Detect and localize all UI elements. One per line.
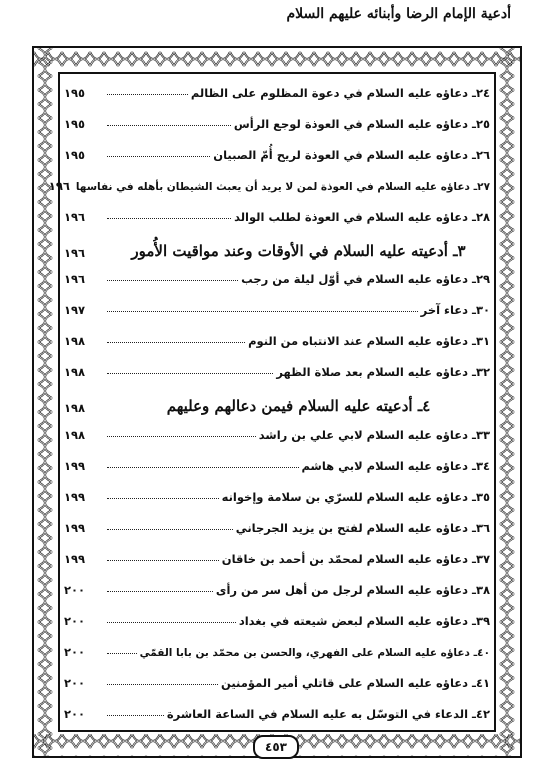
toc-entry[interactable]: ٤٢ـ الدعاء في التوسّل به عليه السلام في الساعة العاشرة ٢٠٠ (64, 707, 490, 721)
toc-entry[interactable]: ٤٠ـ دعاؤه عليه السلام على الفهري، والحسن بن محمّد بن بابا القمّي ٢٠٠ (64, 645, 490, 659)
toc-entry[interactable]: ٣٤ـ دعاؤه عليه السلام لابي هاشم ١٩٩ (64, 459, 490, 473)
toc-entry[interactable]: ٣٣ـ دعاؤه عليه السلام لابي علي بن راشد ١٩٨ (64, 428, 490, 442)
toc-entry[interactable]: ٢٩ـ دعاؤه عليه السلام في أوّل ليلة من رجب ١٩٦ (64, 272, 490, 286)
toc-entry[interactable]: ٢٤ـ دعاؤه عليه السلام في دعوة المظلوم على الظالم ١٩٥ (64, 86, 490, 100)
toc-entry[interactable]: ٣١ـ دعاؤه عليه السلام عند الانتباه من النوم ١٩٨ (64, 334, 490, 348)
toc-section-heading[interactable]: ٣ـ أدعيته عليه السلام في الأوقات وعند مواقيت الأُمور ١٩٦ (63, 242, 466, 260)
toc-entry[interactable]: ٣٦ـ دعاؤه عليه السلام لفتح بن يزيد الجرجاني ١٩٩ (64, 521, 490, 535)
toc-entry[interactable]: ٣٩ـ دعاؤه عليه السلام لبعض شيعته في بغداد ٢٠٠ (64, 614, 490, 628)
toc-entry[interactable]: ٢٧ـ دعاؤه عليه السلام في العوذة لمن لا يريد أن يعبث الشيطان بأهله في نفاسها ١٩٦ (48, 179, 490, 193)
toc-entry[interactable]: ٣٠ـ دعاء آخر ١٩٧ (64, 303, 490, 317)
toc-entry[interactable]: ٢٦ـ دعاؤه عليه السلام في العوذة لريح أُمّ الصبيان ١٩٥ (64, 148, 490, 162)
toc-entry[interactable]: ٢٥ـ دعاؤه عليه السلام في العوذة لوجع الرأس ١٩٥ (64, 117, 490, 131)
toc-entry[interactable]: ٢٨ـ دعاؤه عليه السلام في العوذة لطلب الوالد ١٩٦ (64, 210, 490, 224)
toc-entry[interactable]: ٣٧ـ دعاؤه عليه السلام لمحمّد بن أحمد بن خاقان ١٩٩ (64, 552, 490, 566)
page-number-badge: ٤٥٣ (253, 735, 299, 759)
toc-entry[interactable]: ٤١ـ دعاؤه عليه السلام على قاتلي أمير المؤمنين ٢٠٠ (64, 676, 490, 690)
toc-entry[interactable]: ٣٢ـ دعاؤه عليه السلام بعد صلاة الظهر ١٩٨ (64, 365, 490, 379)
toc-entry[interactable]: ٣٨ـ دعاؤه عليه السلام لرجل من أهل سر من رأى ٢٠٠ (64, 583, 490, 597)
running-header: أدعية الإمام الرضا وأبنائه عليهم السلام (286, 6, 511, 22)
toc-section-heading[interactable]: ٤ـ أدعيته عليه السلام فيمن دعالهم وعليهم ١٩٨ (64, 397, 431, 415)
toc-entry[interactable]: ٣٥ـ دعاؤه عليه السلام للسرّي بن سلامة وإخوانه ١٩٩ (64, 490, 490, 504)
